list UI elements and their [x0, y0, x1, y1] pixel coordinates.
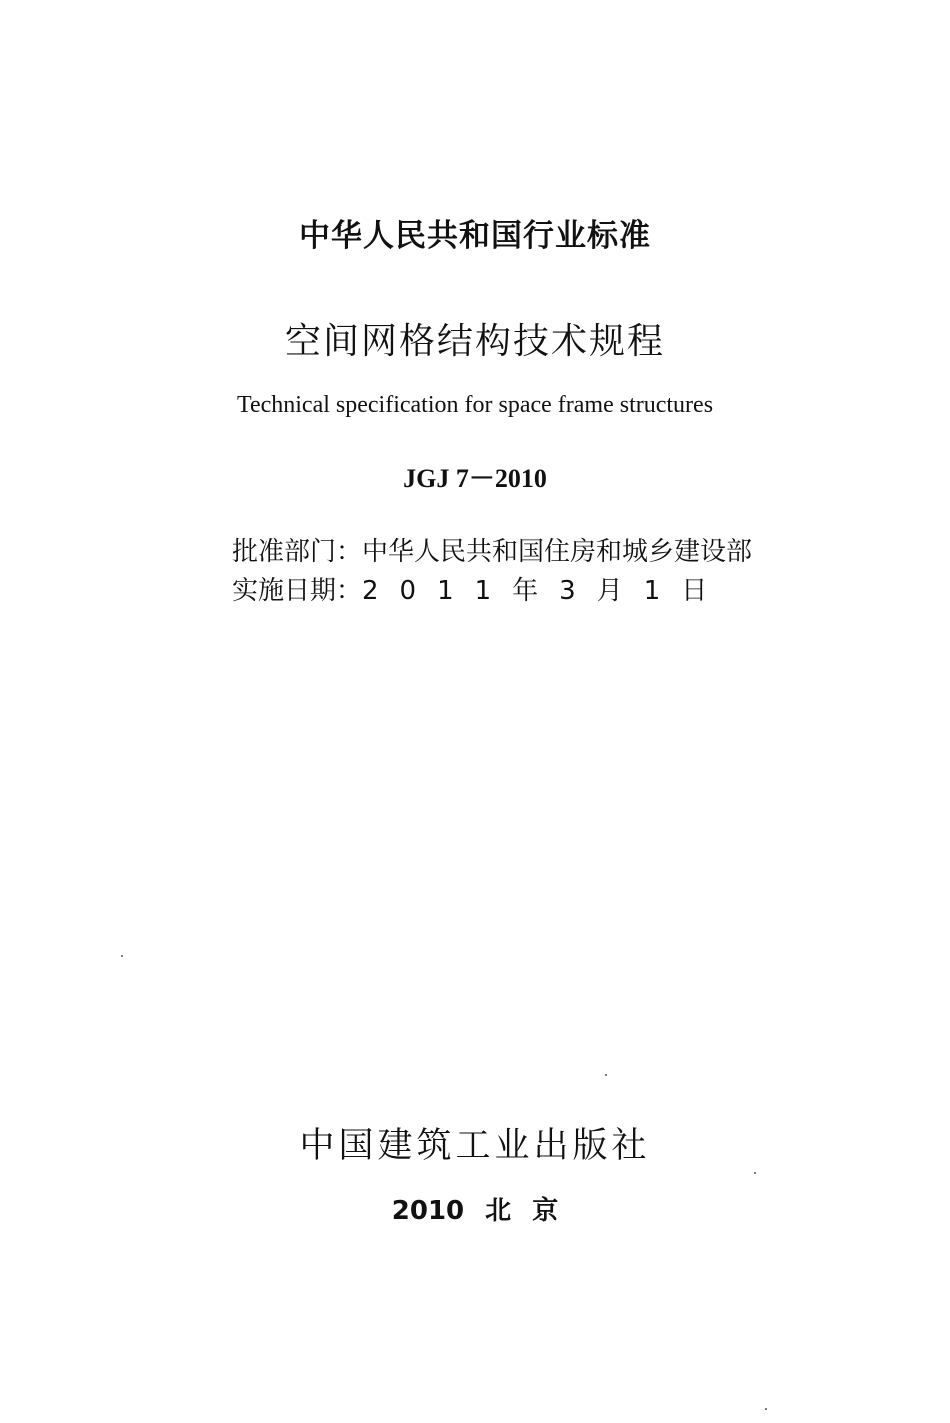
standard-category: 中华人民共和国行业标准 — [299, 218, 651, 254]
approval-value: 中华人民共和国住房和城乡建设部 — [362, 537, 753, 567]
title-english: Technical specification for space frame structures — [236, 392, 714, 418]
scan-speck — [754, 1172, 756, 1174]
approval-label: 批准部门： — [232, 537, 363, 567]
effective-date-row — [232, 570, 792, 607]
effective-date-value: 2011年3月1日 — [362, 576, 729, 606]
standard-code: JGJ 7－2010 — [403, 464, 547, 493]
scan-speck — [121, 955, 123, 957]
title-chinese: 空间网格结构技术规程 — [284, 321, 665, 362]
publisher: 中国建筑工业出版社 — [299, 1126, 651, 1166]
scan-speck — [605, 1074, 607, 1076]
publication-year-place: 2010 北 京 — [391, 1196, 559, 1226]
approval-row — [232, 531, 792, 568]
scan-speck — [765, 1408, 767, 1410]
effective-date-label: 实施日期： — [232, 576, 363, 606]
